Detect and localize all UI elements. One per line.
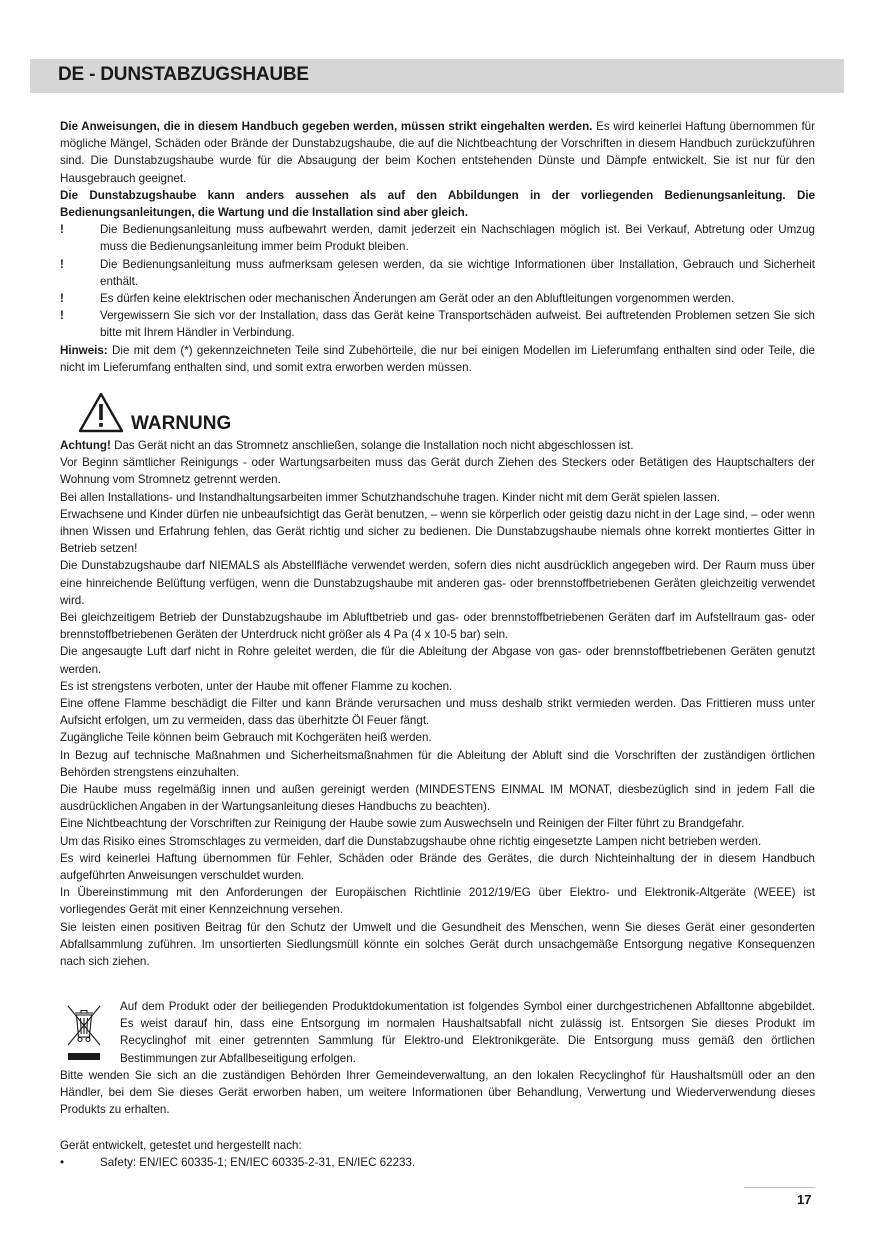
warning-section <box>60 437 815 970</box>
weee-section <box>120 998 815 1067</box>
exclamation-icon: ! <box>60 292 64 306</box>
list-item <box>60 290 815 307</box>
hint-label: Hinweis: <box>60 343 108 357</box>
warning-paragraph: Zugängliche Teile können beim Gebrauch mit Kochgeräten heiß werden. <box>60 731 432 745</box>
weee-text: Auf dem Produkt oder der beiliegenden Produktdokumentation ist folgendes Symbol einer durchgestrichenen Abfalltonne abgebildet. Es weist darauf hin, dass eine Entsorgung im normalen Haushaltsabfall nicht zulässig ist. Entsorgen Sie dieses Produkt im Recyclinghof mit einer getrennten Sammlung für Elektro-und Elektronikgeräte. Die Entsorgung muss gemäß den örtlichen Bestimmungen zur Abfallbeseitigung erfolgen. <box>120 1000 815 1065</box>
intro-section <box>60 118 815 376</box>
hint-text: Die mit dem (*) gekennzeichneten Teile sind Zubehörteile, die nur bei einigen Modellen im Lieferumfang enthalten sind oder Teile, die nicht im Lieferumfang enthalten sind, und somit extra erworben werden müssen. <box>60 343 815 374</box>
warning-paragraph: Die Dunstabzugshaube darf NIEMALS als Abstellfläche verwendet werden, sofern dies nicht ausdrücklich angegeben wird. Der Raum muss über eine hinreichende Belüftung verfügen, wenn die Dunstabzugshaube mit anderen gas- oder brennstoffbetriebenen Geräten gleichzeitig verwendet wird. <box>60 559 815 607</box>
warning-paragraph: In Bezug auf technische Maßnahmen und Sicherheitsmaßnahmen für die Ableitung der Abluft sind die Vorschriften der zuständigen örtlichen Behörden strengstens einzuhalten. <box>60 748 815 779</box>
warning-paragraph: Es wird keinerlei Haftung übernommen für Fehler, Schäden oder Brände des Gerätes, die durch Nichteinhaltung der in diesem Handbuch aufgeführten Anweisungen verschuldet wurden. <box>60 851 815 883</box>
weee-followup-section <box>60 1067 815 1119</box>
exclamation-icon: ! <box>60 309 64 323</box>
list-item <box>60 307 815 341</box>
crossed-bin-icon <box>64 1001 104 1063</box>
warning-title: WARNUNG <box>131 413 232 434</box>
warning-paragraph: Erwachsene und Kinder dürfen nie unbeaufsichtigt das Gerät benutzen, – wenn sie körperlich oder geistig dazu nicht in der Lage sind, – oder wenn ihnen Wissen und Erfahrung fehlen, das Gerät richtig und sicher zu bedienen. Die Dunstabzugshaube niemals ohne korrekt montiertes Gitter in Betrieb setzen! <box>60 507 815 556</box>
warning-paragraph: Die angesaugte Luft darf nicht in Rohre geleitet werden, die für die Ableitung der Abgase von gas- oder brennstoffbetriebenen Geräten genutzt werden. <box>60 645 815 676</box>
footer-divider <box>744 1187 815 1188</box>
warning-paragraph: Eine offene Flamme beschädigt die Filter und kann Brände verursachen und muss deshalb strikt vermieden werden. Das Frittieren muss unter Aufsicht erfolgen, um zu vermeiden, dass das überhitzte Öl Feuer fängt. <box>60 697 815 728</box>
list-item <box>60 221 815 255</box>
warning-paragraph: Eine Nichtbeachtung der Vorschriften zur Reinigung der Haube sowie zum Auswechseln und Reinigen der Filter führt zu Brandgefahr. <box>60 817 745 831</box>
warning-paragraph: Um das Risiko eines Stromschlages zu vermeiden, darf die Dunstabzugshaube ohne richtig eingesetzte Lampen nicht betrieben werden. <box>60 834 762 848</box>
page-title: DE - DUNSTABZUGSHAUBE <box>58 64 309 85</box>
page-number: 17 <box>797 1192 812 1207</box>
warning-paragraph: Die Haube muss regelmäßig innen und außen gereinigt werden (MINDESTENS EINMAL IM MONAT, diesbezüglich sind in jedem Fall die ausdrücklichen Angaben in der Wartungsanleitung dieses Handbuchs zu beachten). <box>60 783 815 814</box>
appearance-note: Die Dunstabzugshaube kann anders aussehen als auf den Abbildungen in der vorliegenden Bedienungsanleitung. Die Bedienungsanleitungen, die Wartung und die Installation sind aber gleich. <box>60 188 815 220</box>
intro-paragraph <box>60 118 815 187</box>
list-item-text: Es dürfen keine elektrischen oder mechanischen Änderungen am Gerät oder an den Abluftleitungen vorgenommen werden. <box>100 292 735 306</box>
warning-paragraph: Bei allen Installations- und Instandhaltungsarbeiten immer Schutzhandschuhe tragen. Kinder nicht mit dem Gerät spielen lassen. <box>60 490 720 504</box>
list-item-text: Die Bedienungsanleitung muss aufbewahrt werden, damit jederzeit ein Nachschlagen möglich ist. Bei Verkauf, Abtretung oder Umzug muss die Bedienungsanleitung immer beim Produkt bleiben. <box>100 223 815 254</box>
exclamation-icon: ! <box>60 223 64 237</box>
warning-paragraph: Vor Beginn sämtlicher Reinigungs - oder Wartungsarbeiten muss das Gerät durch Ziehen des Steckers oder Betätigen des Hauptschalters der Wohnung vom Stromnetz getrennt werden. <box>60 456 815 487</box>
warning-paragraph: In Übereinstimmung mit den Anforderungen der Europäischen Richtlinie 2012/19/EG über Elektro- und Elektronik-Altgeräte (WEEE) ist vorliegendes Gerät mit einer Kennzeichnung versehen. <box>60 886 815 917</box>
achtung-label: Achtung! <box>60 439 111 452</box>
list-item <box>60 1154 815 1171</box>
list-item-text: Vergewissern Sie sich vor der Installation, dass das Gerät keine Transportschäden aufweist. Bei auftretenden Problemen setzen Sie sich bitte mit Ihrem Händler in Verbindung. <box>100 309 815 340</box>
intro-text: Es wird keinerlei Haftung übernommen für mögliche Mängel, Schäden oder Brände der Dunstabzugshaube, die auf die Nichtbeachtung der Vorschriften in diesem Handbuch zurückzuführen sind. Die Dunstabzugshaube wurde für die Absaugung der beim Kochen entstehenden Dünste und Dämpfe entwickelt. Sie ist nur für den Hausgebrauch geeignet. <box>60 120 815 185</box>
warning-paragraph: Es ist strengstens verboten, unter der Haube mit offener Flamme zu kochen. <box>60 679 453 693</box>
exclamation-icon: ! <box>60 257 64 271</box>
list-item-text: Die Bedienungsanleitung muss aufmerksam gelesen werden, da sie wichtige Informationen über Installation, Gebrauch und Sicherheit enthält. <box>100 257 815 288</box>
warning-paragraph: Bei gleichzeitigem Betrieb der Dunstabzugshaube im Abluftbetrieb und gas- oder brennstoffbetriebenen Geräten darf im Aufstellraum gas- oder brennstoffbetriebenen Geräten der Unterdruck nicht größer als 4 Pa (4 x 10-5 bar) sein. <box>60 611 815 642</box>
bullet-icon: • <box>60 1156 65 1170</box>
standards-intro: Gerät entwickelt, getestet und hergestellt nach: <box>60 1139 302 1152</box>
achtung-text: Das Gerät nicht an das Stromnetz anschließen, solange die Installation noch nicht abgeschlossen ist. <box>110 439 634 452</box>
achtung-paragraph <box>60 437 815 454</box>
weee-followup: Bitte wenden Sie sich an die zuständigen Behörden Ihrer Gemeindeverwaltung, an den lokalen Recyclinghof für Haushaltsmüll oder an den Händler, bei dem Sie dieses Gerät erworben haben, um weitere Informationen über Behandlung, Verwertung und Wiederverwendung dieses Produkts zu erhalten. <box>60 1069 815 1117</box>
standards-section <box>60 1137 815 1171</box>
warning-paragraph: Sie leisten einen positiven Beitrag für den Schutz der Umwelt und die Gesundheit des Menschen, wenn Sie dieses Gerät einer gesonderten Abfallsammlung zuführen. Im unsortierten Siedlungsmüll könnte ein solches Gerät durch unsachgemäße Entsorgung negative Konsequenzen nach sich ziehen. <box>60 920 815 969</box>
list-item <box>60 256 815 290</box>
intro-bold: Die Anweisungen, die in diesem Handbuch gegeben werden, müssen strikt eingehalten werden. <box>60 120 593 133</box>
safety-standards: Safety: EN/IEC 60335-1; EN/IEC 60335-2-31, EN/IEC 62233. <box>100 1156 416 1170</box>
hint-paragraph <box>60 342 815 376</box>
